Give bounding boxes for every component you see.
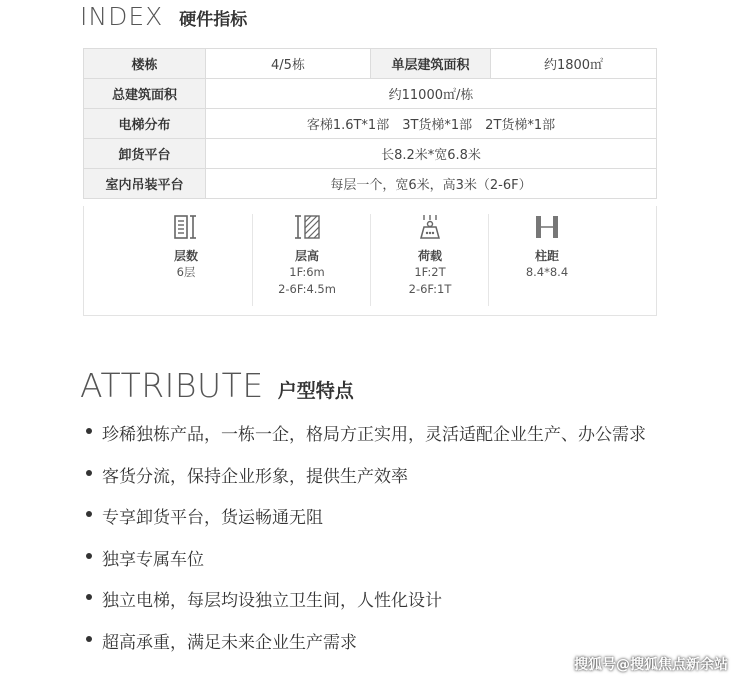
- spec-name: 荷载: [417, 249, 442, 263]
- table-row: [84, 49, 657, 79]
- spec-value: 6层: [176, 265, 196, 279]
- spec-icon-panel: [83, 206, 657, 316]
- table-row: [84, 139, 657, 169]
- list-item: [86, 628, 646, 670]
- attribute-title-zh: 户型特点: [277, 380, 354, 402]
- spec-item-column-spacing: [487, 212, 607, 281]
- bullet-dot-icon: [86, 470, 92, 476]
- feature-text: 专享卸货平台，货运畅通无阻: [102, 508, 323, 529]
- list-item: [86, 462, 646, 504]
- table-row: [84, 109, 657, 139]
- floor-height-icon: [292, 212, 322, 242]
- spec-name: 层高: [294, 249, 319, 263]
- feature-text: 超高承重，满足未来企业生产需求: [102, 632, 357, 653]
- list-item: [86, 545, 646, 587]
- spec-name: 层数: [173, 249, 198, 263]
- row-value: 4/5栋: [206, 49, 371, 79]
- bullet-dot-icon: [86, 428, 92, 434]
- spec-value: 1F:6m: [289, 265, 325, 279]
- list-item: [86, 420, 646, 462]
- spec-value: 2-6F:4.5m: [278, 282, 336, 296]
- row-label: 室内吊装平台: [84, 169, 206, 199]
- spec-item-load: [370, 212, 490, 298]
- row-value: 约11000㎡/栋: [206, 79, 657, 109]
- row-value: 客梯1.6T*1部 3T货梯*1部 2T货梯*1部: [206, 109, 657, 139]
- row-label: 电梯分布: [84, 109, 206, 139]
- spec-name: 柱距: [534, 249, 559, 263]
- table-row: [84, 79, 657, 109]
- spec-value: 2-6F:1T: [408, 282, 452, 296]
- row-value: 约1800㎡: [491, 49, 657, 79]
- feature-text: 客货分流，保持企业形象，提供生产效率: [102, 466, 408, 487]
- feature-text: 珍稀独栋产品，一栋一企，格局方正实用，灵活适配企业生产、办公需求: [102, 425, 646, 445]
- row-value: 每层一个，宽6米，高3米（2-6F）: [206, 169, 657, 199]
- spec-item-floor-height: [247, 212, 367, 298]
- feature-list: [86, 420, 646, 670]
- index-title-en: INDEX: [80, 2, 164, 31]
- bullet-dot-icon: [86, 636, 92, 642]
- index-section-title: [80, 2, 247, 31]
- bullet-dot-icon: [86, 553, 92, 559]
- feature-text: 独享专属车位: [102, 549, 204, 570]
- list-item: [86, 586, 646, 628]
- list-item: [86, 503, 646, 545]
- index-title-zh: 硬件指标: [179, 10, 248, 30]
- spec-table: [83, 48, 657, 199]
- bullet-dot-icon: [86, 594, 92, 600]
- table-row: [84, 169, 657, 199]
- attribute-title-en: ATTRIBUTE: [80, 366, 264, 405]
- row-label: 总建筑面积: [84, 79, 206, 109]
- column-spacing-icon: [532, 212, 562, 242]
- spec-value: 8.4*8.4: [525, 265, 569, 279]
- floors-icon: [171, 212, 201, 242]
- spec-item-floors: [126, 212, 246, 281]
- row-label: 单层建筑面积: [371, 49, 491, 79]
- load-icon: [415, 212, 445, 242]
- row-value: 长8.2米*宽6.8米: [206, 139, 657, 169]
- row-label: 楼栋: [84, 49, 206, 79]
- spec-value: 1F:2T: [414, 265, 446, 279]
- feature-text: 独立电梯，每层均设独立卫生间，人性化设计: [102, 591, 442, 612]
- watermark: 搜狐号@搜狐焦点新余站: [574, 657, 728, 673]
- bullet-dot-icon: [86, 511, 92, 517]
- attribute-section-title: [80, 366, 354, 405]
- row-label: 卸货平台: [84, 139, 206, 169]
